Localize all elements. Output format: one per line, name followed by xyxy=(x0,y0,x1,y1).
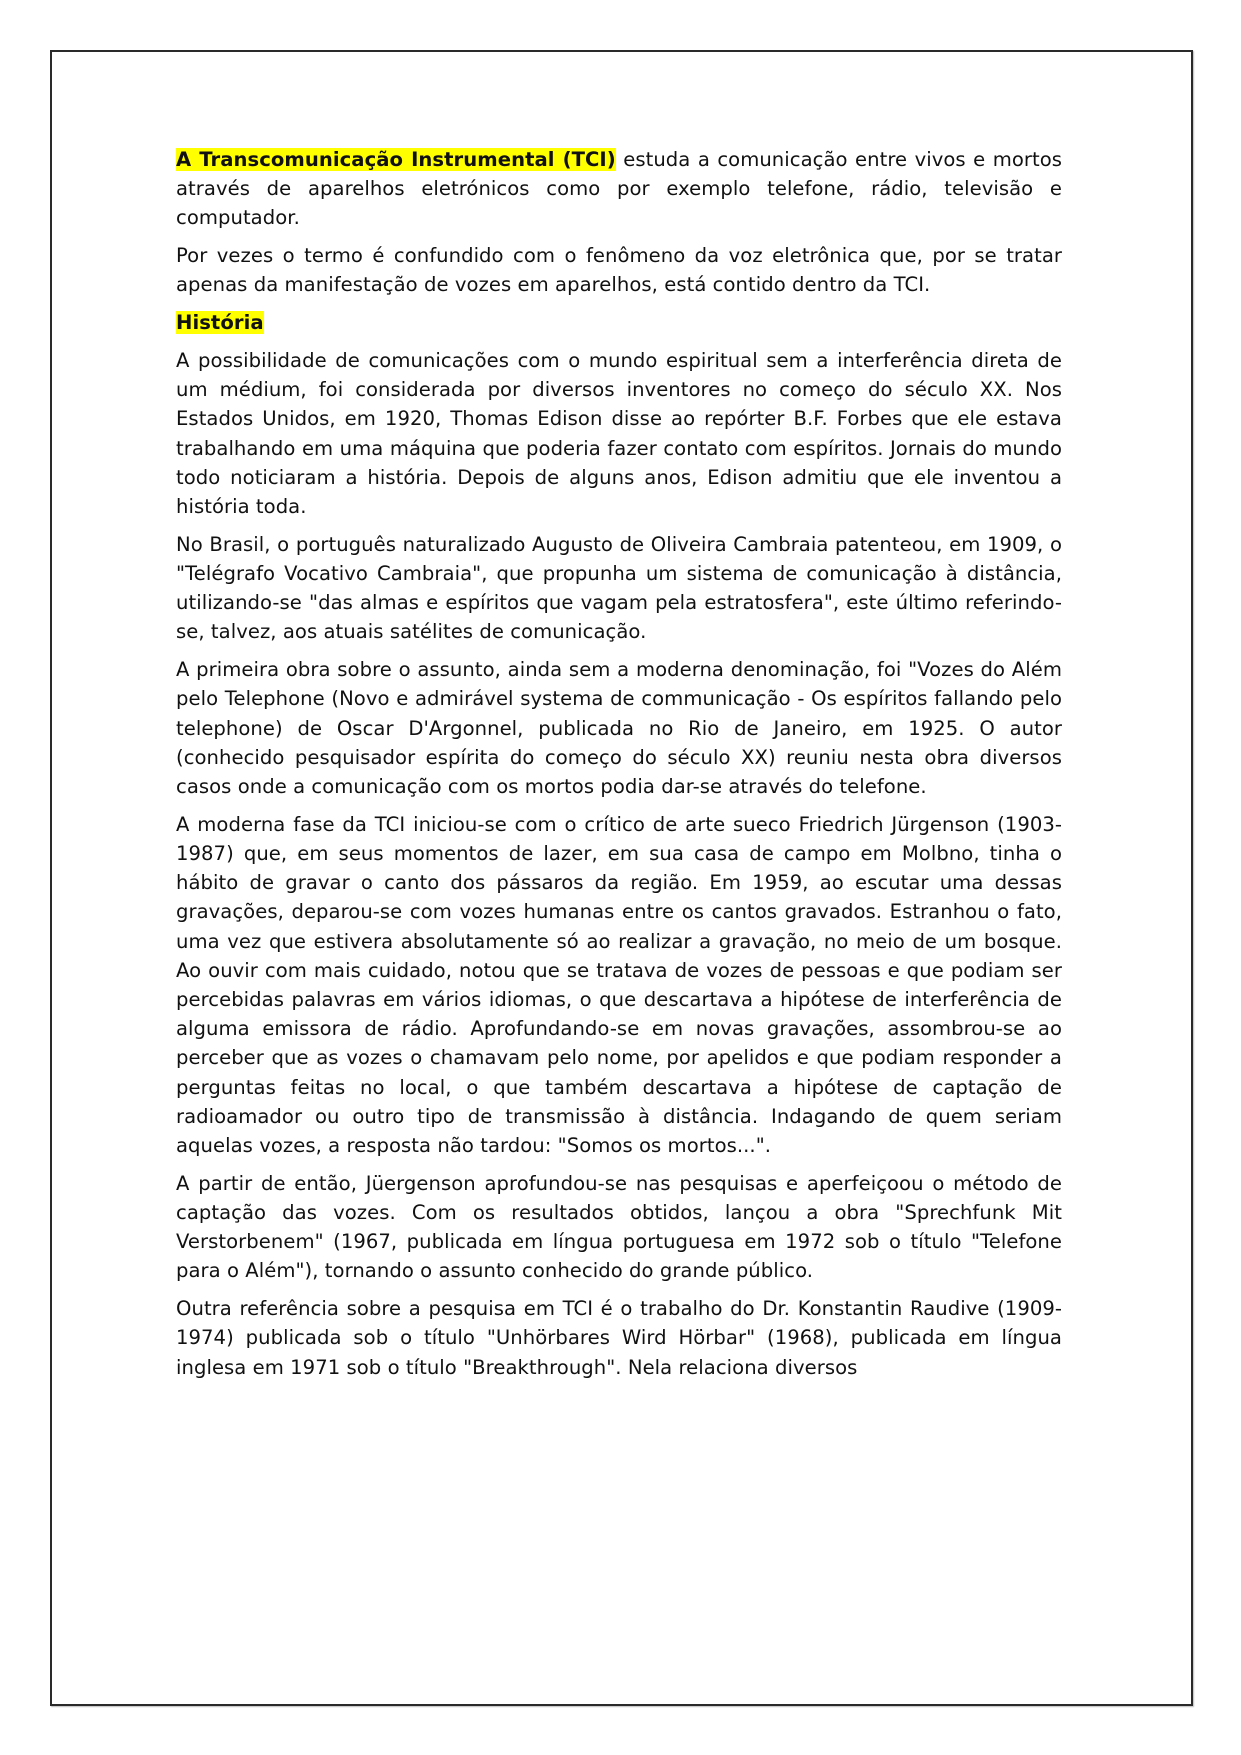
paragraph: Outra referência sobre a pesquisa em TCI é o trabalho do Dr. Konstantin Raudive (1909-1974) publicada sob o título "Unhörbares Wird Hörbar" (1968), publicada em língua inglesa em 1971 sob o título "Breakthrough". Nela relaciona diversos xyxy=(176,1297,1062,1379)
intro-text: estuda a comunicação entre vivos e mortos através de aparelhos eletrónicos como por exemplo telefone, rádio, televisão e computador. xyxy=(176,148,1062,230)
paragraph: A possibilidade de comunicações com o mundo espiritual sem a interferência direta de um médium, foi considerada por diversos inventores no começo do século XX. Nos Estados Unidos, em 1920, Thomas Edison disse ao repórter B.F. Forbes que ele estava trabalhando em uma máquina que poderia fazer contato com espíritos. Jornais do mundo todo noticiaram a história. Depois de alguns anos, Edison admitiu que ele inventou a história toda. xyxy=(176,349,1062,519)
paragraph: No Brasil, o português naturalizado Augusto de Oliveira Cambraia patenteou, em 1909, o "Telégrafo Vocativo Cambraia", que propunha um sistema de comunicação à distância, utilizando-se "das almas e espíritos que vagam pela estratosfera", este último referindo-se, talvez, aos atuais satélites de comunicação. xyxy=(176,532,1062,644)
section-heading xyxy=(176,308,1062,337)
paragraph: A primeira obra sobre o assunto, ainda sem a moderna denominação, foi "Vozes do Além pelo Telephone (Novo e admirável systema de communicação - Os espíritos fallando pelo telephone) de Oscar D'Argonnel, publicada no Rio de Janeiro, em 1925. O autor (conhecido pesquisador espírita do começo do século XX) reuniu nesta obra diversos casos onde a comunicação com os mortos podia dar-se através do telefone. xyxy=(176,658,1062,799)
paragraph: A partir de então, Jüergenson aprofundou-se nas pesquisas e aperfeiçoou o método de captação das vozes. Com os resultados obtidos, lançou a obra "Sprechfunk Mit Verstorbenem" (1967, publicada em língua portuguesa em 1972 sob o título "Telefone para o Além"), tornando o assunto conhecido do grande público. xyxy=(176,1171,1062,1283)
document-body xyxy=(176,145,1062,1390)
section-heading-text: História xyxy=(176,311,264,335)
highlighted-term: A Transcomunicação Instrumental (TCI) xyxy=(176,148,616,171)
paragraph: A moderna fase da TCI iniciou-se com o crítico de arte sueco Friedrich Jürgenson (1903-1987) que, em seus momentos de lazer, em sua casa de campo em Molbno, tinha o hábito de gravar o canto dos pássaros da região. Em 1959, ao escutar uma dessas gravações, deparou-se com vozes humanas entre os cantos gravados. Estranhou o fato, uma vez que estivera absolutamente só ao realizar a gravação, no meio de um bosque. Ao ouvir com mais cuidado, notou que se tratava de vozes de pessoas e que podiam ser percebidas palavras em vários idiomas, o que descartava a hipótese de interferência de alguma emissora de rádio. Aprofundando-se em novas gravações, assombrou-se ao perceber que as vozes o chamavam pelo nome, por apelidos e que podiam responder a perguntas feitas no local, o que também descartava a hipótese de captação de radioamador ou outro tipo de transmissão à distância. Indagando de quem seriam aquelas vozes, a resposta não tardou: "Somos os mortos...". xyxy=(176,812,1062,1158)
paragraph: Por vezes o termo é confundido com o fenômeno da voz eletrônica que, por se tratar apenas da manifestação de vozes em aparelhos, está contido dentro da TCI. xyxy=(176,244,1062,297)
intro-paragraph xyxy=(176,145,1062,233)
